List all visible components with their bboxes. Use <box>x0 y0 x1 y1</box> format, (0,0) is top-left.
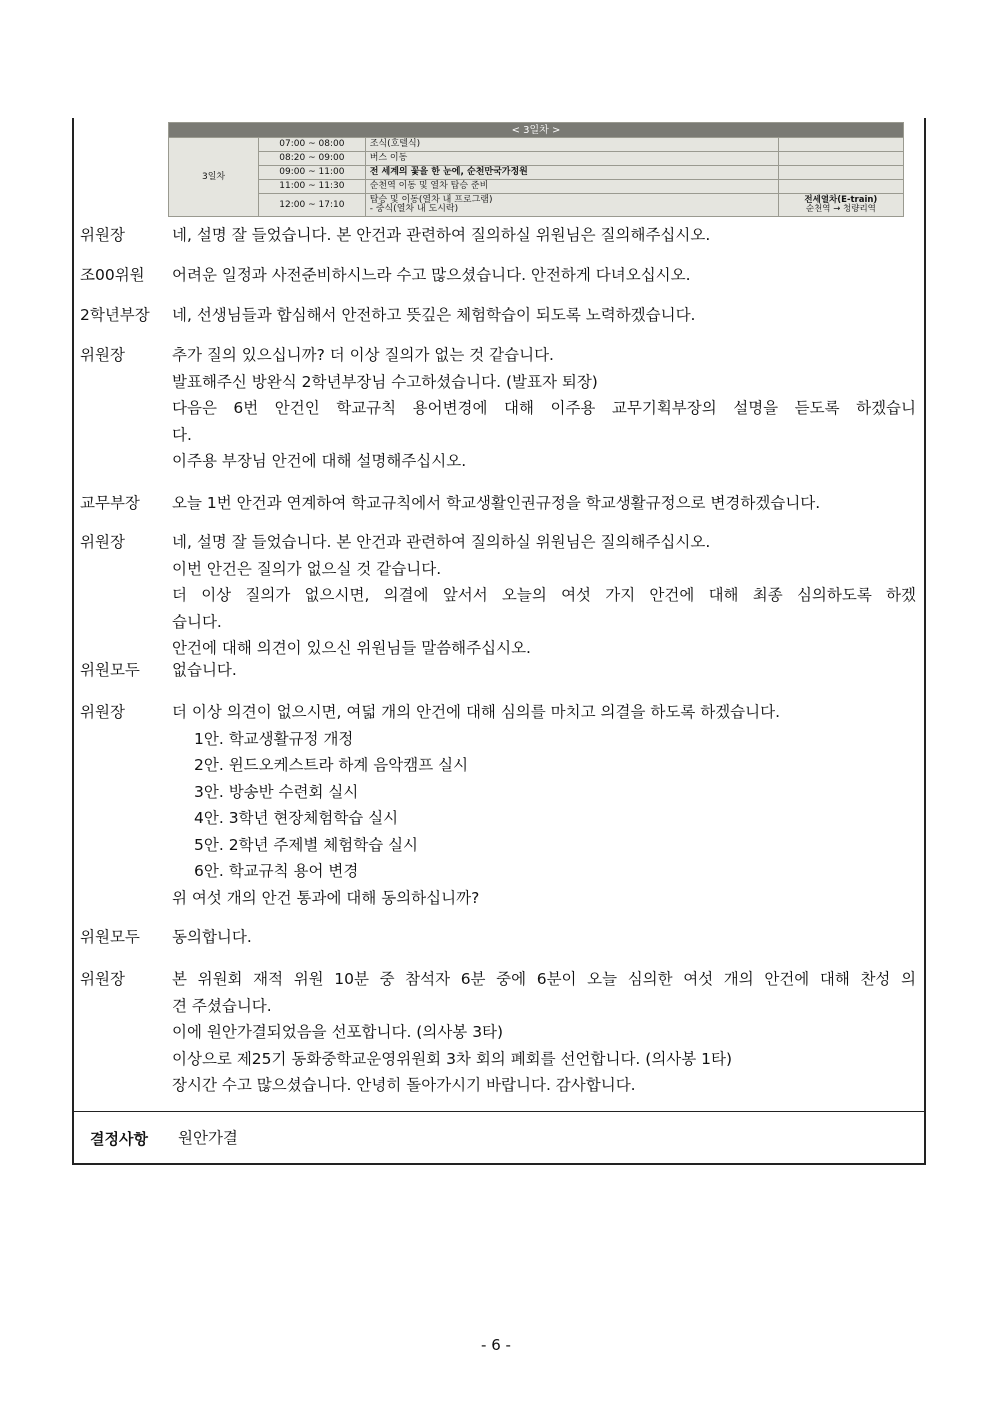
agenda-item: 2안. 윈드오케스트라 하계 음악캠프 실시 <box>194 756 469 774</box>
agenda-item: 4안. 3학년 현장체험학습 실시 <box>194 809 399 827</box>
schedule-time: 07:00 ~ 08:00 <box>259 138 366 152</box>
entry-body <box>172 529 916 662</box>
decision-divider <box>74 1111 924 1112</box>
entry-body <box>172 302 916 329</box>
entry-line: 견 주셨습니다. <box>172 996 272 1015</box>
page-number: - 6 - <box>481 1336 511 1354</box>
schedule-note <box>778 138 903 152</box>
schedule-time: 09:00 ~ 11:00 <box>259 166 366 180</box>
schedule-header: < 3일차 > <box>169 123 904 138</box>
schedule-time: 12:00 ~ 17:10 <box>259 194 366 217</box>
schedule-note <box>778 152 903 166</box>
schedule-note <box>778 180 903 194</box>
schedule-note <box>778 194 903 217</box>
entry-line: 이번 안건은 질의가 없으실 것 같습니다. <box>172 559 442 578</box>
entry-line: 어려운 일정과 사전준비하시느라 수고 많으셨습니다. 안전하게 다녀오십시오. <box>172 266 691 284</box>
entry-line: 이상으로 제25기 동화중학교운영위원회 3차 회의 폐회를 선언합니다. (의사봉 1타) <box>172 1049 733 1068</box>
entry-line: 오늘 1번 안건과 연계하여 학교규칙에서 학교생활인권규정을 학교생활규정으로 변경하겠습니다. <box>172 494 821 512</box>
entry-body <box>172 924 916 951</box>
agenda-item: 5안. 2학년 주제별 체험학습 실시 <box>194 835 419 854</box>
speaker-label: 위원장 <box>80 533 125 551</box>
schedule-note <box>778 166 903 180</box>
entry-line: 발표해주신 방완식 2학년부장님 수고하셨습니다. (발표자 퇴장) <box>172 372 598 391</box>
entry-line: 더 이상 의견이 없으시면, 여덟 개의 안건에 대해 심의를 마치고 의결을 하도록 하겠습니다. <box>172 703 781 721</box>
schedule-activity: 버스 이동 <box>365 152 778 166</box>
schedule-activity-line: 탑승 및 이동(열차 내 프로그램) <box>369 195 493 205</box>
entry-body <box>172 657 916 684</box>
speaker-label: 위원모두 <box>80 661 140 679</box>
entry-line: 다음은 6번 안건인 학교규칙 용어변경에 대해 이주용 교무기획부장의 설명을 듣도록 하겠습니 <box>172 399 916 417</box>
speaker-label: 위원모두 <box>80 928 140 946</box>
entry-body <box>172 262 916 289</box>
speaker-label: 교무부장 <box>80 494 140 512</box>
schedule-note-line: 순천역 → 청량리역 <box>805 204 876 214</box>
entry-line: 안건에 대해 의견이 있으신 위원님들 말씀해주십시오. <box>172 639 531 657</box>
schedule-table <box>168 122 904 217</box>
speaker-label: 위원장 <box>80 226 125 244</box>
entry-body <box>172 222 916 249</box>
entry-line: 장시간 수고 많으셨습니다. 안녕히 돌아가시기 바랍니다. 감사합니다. <box>172 1076 636 1094</box>
entry-line: 없습니다. <box>172 661 237 679</box>
speaker-label: 조00위원 <box>80 266 145 284</box>
speaker-label: 위원장 <box>80 346 125 364</box>
schedule-activity: 전 세계의 꽃을 한 눈에, 순천만국가정원 <box>365 166 778 180</box>
entry-body <box>172 966 916 1099</box>
schedule-activity: 조식(호텔식) <box>365 138 778 152</box>
speaker-label: 2학년부장 <box>80 306 150 324</box>
agenda-item: 1안. 학교생활규정 개정 <box>194 729 354 748</box>
entry-line: 이주용 부장님 안건에 대해 설명해주십시오. <box>172 452 467 470</box>
entry-line: 이에 원안가결되었음을 선포합니다. (의사봉 3타) <box>172 1023 504 1041</box>
entry-line: 본 위원회 재적 위원 10분 중 참석자 6분 중에 6분이 오늘 심의한 여섯 개의 안건에 대해 찬성 의 <box>172 970 916 988</box>
entry-line: 네, 설명 잘 들었습니다. 본 안건과 관련하여 질의하실 위원님은 질의해주십시오. <box>172 533 711 551</box>
schedule-note-line: 전세열차(E-train) <box>804 195 878 205</box>
minutes-frame <box>72 118 926 1165</box>
entry-line: 습니다. <box>172 612 222 631</box>
decision-value: 원안가결 <box>178 1129 238 1147</box>
schedule-activity: 순천역 이동 및 열차 탑승 준비 <box>365 180 778 194</box>
speaker-label: 위원장 <box>80 970 125 988</box>
entry-body <box>172 699 916 911</box>
entry-line: 추가 질의 있으십니까? 더 이상 질의가 없는 것 같습니다. <box>172 346 554 364</box>
entry-body <box>172 342 916 475</box>
schedule-activity <box>365 194 778 217</box>
decision-label: 결정사항 <box>90 1130 148 1148</box>
schedule-activity-line: - 중식(열차 내 도시락) <box>369 204 459 214</box>
speaker-label: 위원장 <box>80 703 125 721</box>
agenda-item: 6안. 학교규칙 용어 변경 <box>194 862 359 880</box>
entry-line: 동의합니다. <box>172 928 252 946</box>
entry-line: 네, 설명 잘 들었습니다. 본 안건과 관련하여 질의하실 위원님은 질의해주십시오. <box>172 226 711 244</box>
schedule-day: 3일차 <box>169 138 259 217</box>
entry-line: 더 이상 질의가 없으시면, 의결에 앞서서 오늘의 여섯 가지 안건에 대해 최종 심의하도록 하겠 <box>172 586 916 604</box>
entry-body <box>172 490 916 517</box>
entry-line: 다. <box>172 425 192 444</box>
agenda-item: 3안. 방송반 수련회 실시 <box>194 782 359 801</box>
entry-line: 네, 선생님들과 합심해서 안전하고 뜻깊은 체험학습이 되도록 노력하겠습니다. <box>172 306 696 324</box>
schedule-time: 11:00 ~ 11:30 <box>259 180 366 194</box>
schedule-time: 08:20 ~ 09:00 <box>259 152 366 166</box>
entry-line: 위 여섯 개의 안건 통과에 대해 동의하십니까? <box>172 888 480 907</box>
